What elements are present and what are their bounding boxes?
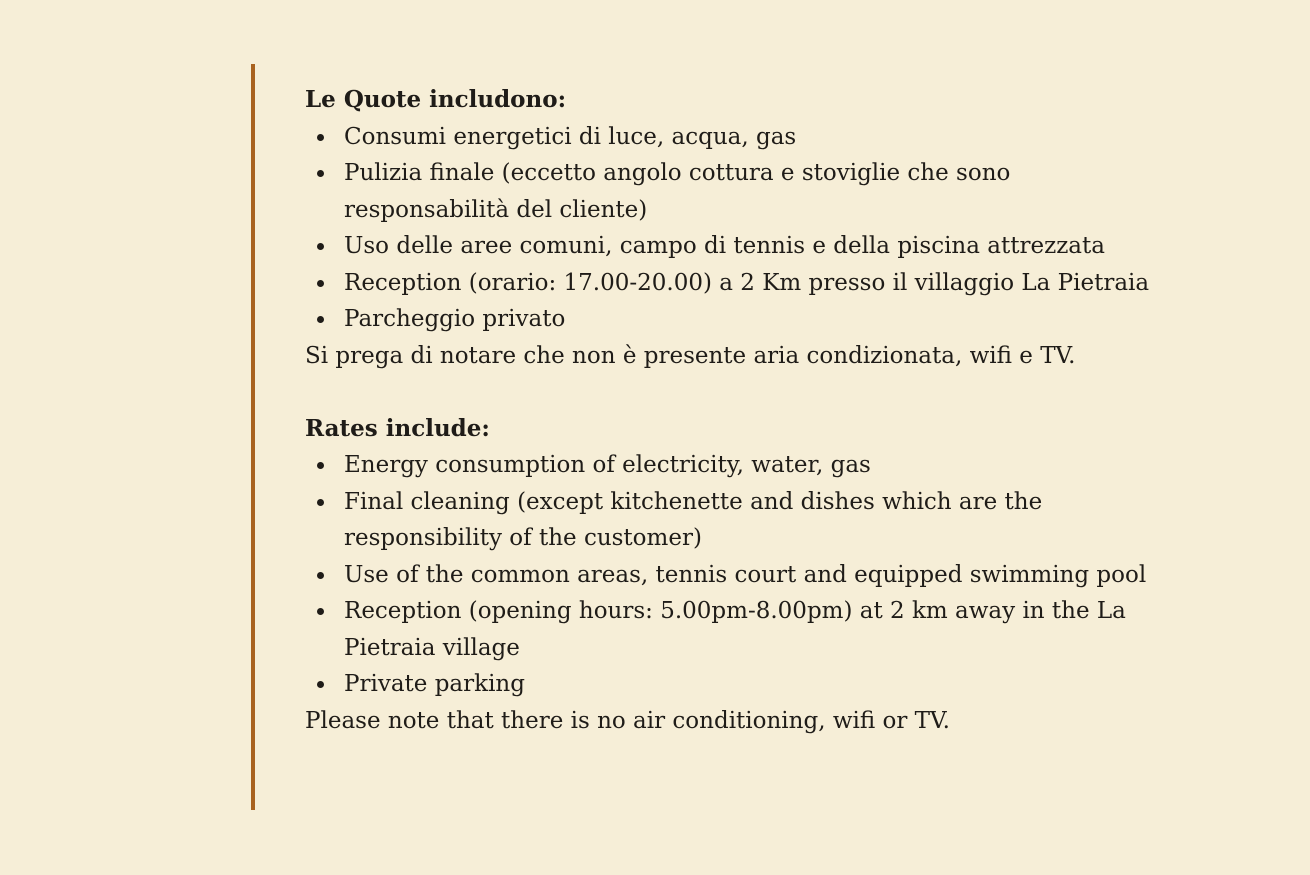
italian-item-parking: Parcheggio privato [305, 301, 1165, 338]
english-title: Rates include: [305, 414, 490, 442]
accent-rule [251, 64, 255, 810]
english-item-energy: Energy consumption of electricity, water, gas [305, 447, 1165, 484]
italian-title: Le Quote includono: [305, 86, 567, 113]
english-item-reception: Reception (opening hours: 5.00pm-8.00pm) at 2 km away in the La Pietraia village [305, 593, 1165, 666]
english-item-cleaning: Final cleaning (except kitchenette and dishes which are the responsibility of the customer) [305, 484, 1165, 557]
italian-note: Si prega di notare che non è presente aria condizionata, wifi e TV. [305, 342, 1076, 369]
italian-section [305, 82, 1165, 374]
italian-item-energy: Consumi energetici di luce, acqua, gas [305, 119, 1165, 156]
english-item-parking: Private parking [305, 666, 1165, 703]
english-item-common-areas: Use of the common areas, tennis court and equipped swimming pool [305, 557, 1165, 594]
english-list [305, 447, 1165, 703]
english-section [305, 411, 1165, 740]
italian-item-reception: Reception (orario: 17.00-20.00) a 2 Km presso il villaggio La Pietraia [305, 265, 1165, 302]
english-note: Please note that there is no air conditioning, wifi or TV. [305, 707, 950, 734]
section-spacer [305, 374, 1165, 411]
italian-item-common-areas: Uso delle aree comuni, campo di tennis e della piscina attrezzata [305, 228, 1165, 265]
rates-content [305, 82, 1165, 739]
italian-list [305, 119, 1165, 338]
italian-item-cleaning: Pulizia finale (eccetto angolo cottura e stoviglie che sono responsabilità del cliente) [305, 155, 1165, 228]
